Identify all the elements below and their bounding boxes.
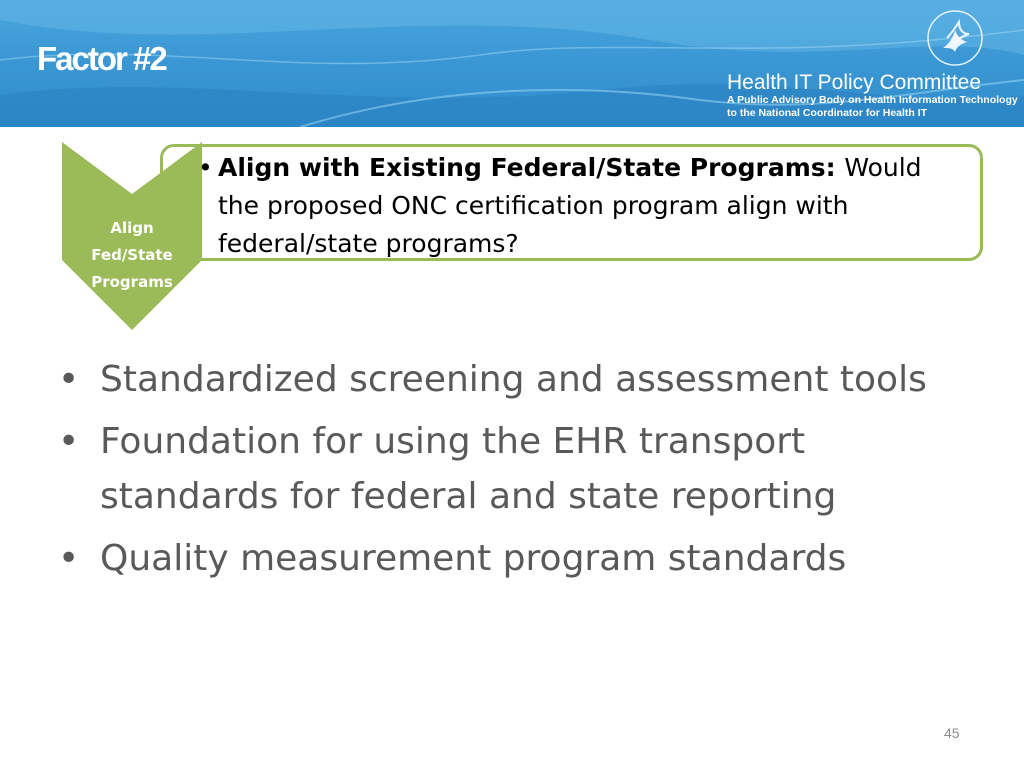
factor-bullet: • bbox=[198, 153, 213, 182]
chevron-label-line3: Programs bbox=[91, 273, 173, 291]
page-number: 45 bbox=[944, 725, 960, 741]
bullet-list bbox=[58, 352, 978, 593]
header-banner bbox=[0, 0, 1024, 127]
factor-body: Would the proposed ONC certification program align with federal/state programs? bbox=[218, 153, 922, 258]
bullet-marker: • bbox=[58, 359, 80, 400]
list-item-text: Quality measurement program standards bbox=[100, 538, 847, 579]
list-item-text: Foundation for using the EHR transport standards for federal and state reporting bbox=[100, 421, 837, 517]
slide-title: Factor #2 bbox=[37, 40, 166, 77]
bullet-marker: • bbox=[58, 421, 80, 462]
factor-heading: Align with Existing Federal/State Programs: bbox=[218, 153, 845, 182]
chevron-label-line2: Fed/State bbox=[91, 246, 173, 264]
org-subtitle-line2: to the National Coordinator for Health IT bbox=[727, 107, 928, 119]
factor-description bbox=[198, 149, 968, 263]
org-subtitle bbox=[727, 94, 1018, 120]
list-item bbox=[58, 352, 978, 407]
list-item-text: Standardized screening and assessment tools bbox=[100, 359, 927, 400]
bullet-marker: • bbox=[58, 538, 80, 579]
org-subtitle-line1: A Public Advisory Body on Health Information Technology bbox=[727, 94, 1018, 106]
hhs-eagle-icon bbox=[925, 8, 985, 68]
list-item bbox=[58, 531, 978, 586]
chevron-label-line1: Align bbox=[110, 219, 154, 237]
chevron-label bbox=[62, 215, 202, 296]
org-name: Health IT Policy Committee bbox=[727, 71, 982, 94]
list-item bbox=[58, 414, 978, 524]
